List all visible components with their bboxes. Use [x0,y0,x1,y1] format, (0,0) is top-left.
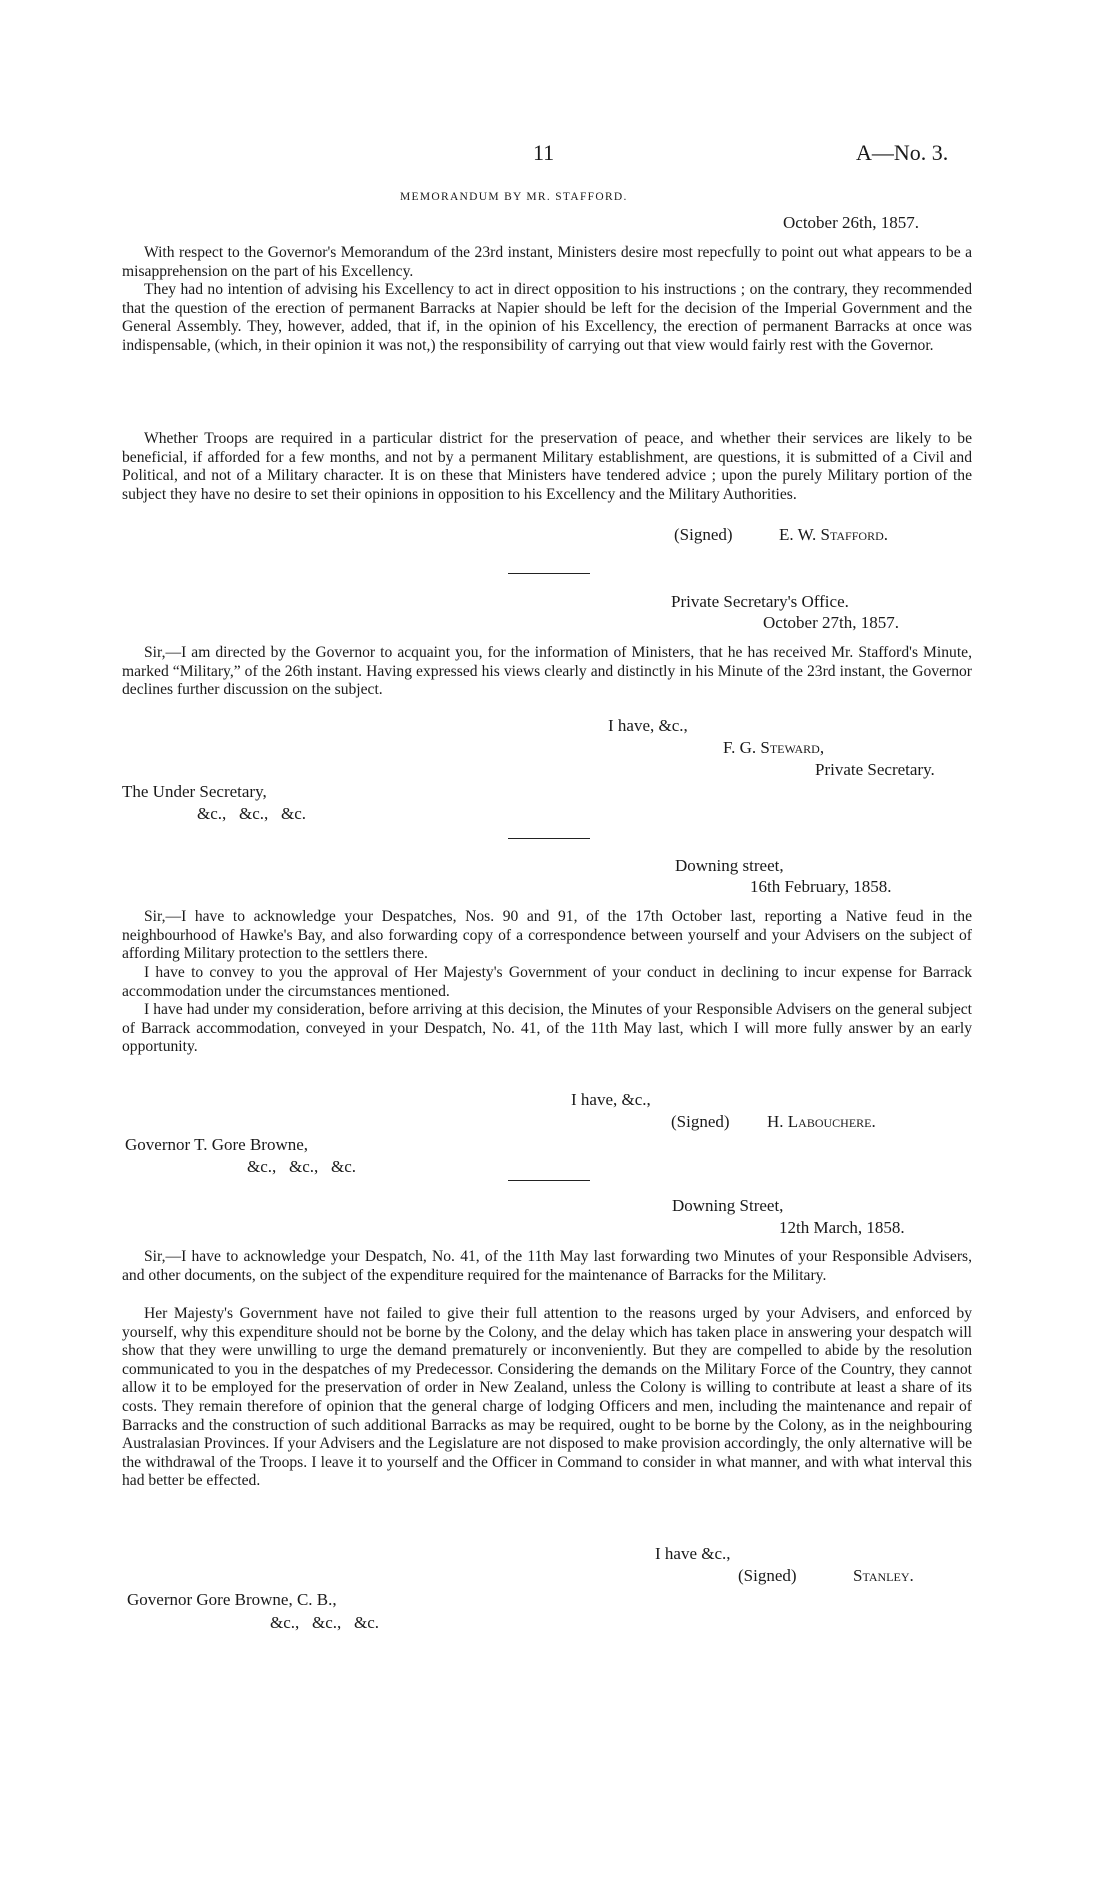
letter2-date: 16th February, 1858. [750,877,892,896]
letter1-body: Sir,—I am directed by the Governor to acquaint you, for the information of Ministers, that he has received Mr. Stafford's Minute, marked “Military,” of the 26th instant. Having expressed his views clearly and distinctly in his Minute of the 23rd instant, the Governor declines further discussion on the subject. [122,644,972,699]
letter3-closing: I have &c., [655,1544,731,1563]
letter3-paragraph: Sir,—I have to acknowledge your Despatch, No. 41, of the 11th May last forwarding two Minutes of your Responsible Advisers, and other documents, on the subject of the expenditure required for the maintenance of Barracks for the Military. [122,1248,972,1284]
letter1-signatory-title: Private Secretary. [815,760,935,779]
letter2-signed-label: (Signed) [671,1112,730,1131]
letter2-addressee: Governor T. Gore Browne, [125,1135,309,1154]
letter3-place: Downing Street, [672,1196,784,1215]
letter3-signed-label: (Signed) [738,1566,797,1585]
letter1-closing: I have, &c., [608,716,688,735]
letter1-addressee: The Under Secretary, [122,782,267,801]
letter3-paragraph: Her Majesty's Government have not failed to give their full attention to the reasons urged by your Advisers, and enforced by yourself, why this expenditure should not be borne by the Colony, and the delay which has taken place in answering your despatch will show that they were unwilling to urge the demand prematurely or inconveniently. But they are compelled to abide by the resolution communicated to you in the despatches of my Predecessor. Considering the demands on the Military Force of the Country, they cannot allow it to be employed for the preservation of order in New Zealand, unless the Colony is willing to contribute at least a share of its costs. They remain therefore of opinion that the general charge of lodging Officers and men, including the maintenance and repair of Barracks and the construction of such additional Barracks as may be required, ought to be borne by the Colony, as in the neighbouring Australasian Provinces. If your Advisers and the Legislature are not disposed to make provision accordingly, the only alternative will be the withdrawal of the Troops. I leave it to yourself and the Officer in Command to consider in what manner, and with what interval this had better be effected. [122,1305,972,1490]
letter2-paragraph: Sir,—I have to acknowledge your Despatches, Nos. 90 and 91, of the 17th October last, reporting a Native feud in the neighbourhood of Hawke's Bay, and also forwarding copy of a correspondence between yourself and your Advisers on the subject of affording Military protection to the settlers there. [122,908,972,963]
letter2-paragraph: I have had under my consideration, before arriving at this decision, the Minutes of your Responsible Advisers on the general subject of Barrack accommodation, conveyed in your Despatch, No. 41, of the 11th May last, which I will more fully answer by an early opportunity. [122,1001,972,1056]
letter3-date: 12th March, 1858. [779,1218,905,1237]
letter2-etc: &c., &c., &c. [247,1157,357,1176]
letter2-place: Downing street, [675,856,784,875]
letter3-signature: Stanley. [853,1566,914,1585]
letter1-etc: &c., &c., &c. [197,804,307,823]
letter3-etc: &c., &c., &c. [270,1613,380,1632]
section-divider [508,838,590,839]
letter2-signature: H. Labouchere. [767,1112,876,1131]
document-reference: A—No. 3. [856,140,949,165]
page-number: 11 [533,140,555,165]
memo-title: MEMORANDUM BY MR. STAFFORD. [400,191,628,203]
memo-date: October 26th, 1857. [783,213,919,232]
letter1-place: Private Secretary's Office. [671,592,849,611]
letter1-signature: F. G. Steward, [723,738,825,757]
memo-signature: E. W. Stafford. [779,525,888,544]
section-divider [508,573,590,574]
memo-paragraph: Whether Troops are required in a particular district for the preservation of peace, and whether their services are likely to be beneficial, if afforded for a few months, and not by a permanent Military establishment, are questions, it is submitted of a Civil and Political, and not of a Military character. It is on these that Ministers have tendered advice ; upon the purely Military portion of the subject they have no desire to set their opinions in opposition to his Excellency and the Military Authorities. [122,430,972,503]
section-divider [508,1180,590,1181]
letter1-date: October 27th, 1857. [763,613,899,632]
memo-paragraph: They had no intention of advising his Excellency to act in direct opposition to his instructions ; on the contrary, they recommended that the question of the erection of permanent Barracks at Napier should be left for the decision of the Imperial Government and the General Assembly. They, however, added, that if, in the opinion of his Excellency, the erection of permanent Barracks at once was indispensable, (which, in their opinion it was not,) the responsibility of carrying out that view would fairly rest with the Governor. [122,281,972,354]
memo-signed-label: (Signed) [674,525,733,544]
letter3-addressee: Governor Gore Browne, C. B., [127,1590,337,1609]
memo-paragraph: With respect to the Governor's Memorandum of the 23rd instant, Ministers desire most repecfully to point out what appears to be a misapprehension on the part of his Excellency. [122,244,972,280]
letter2-paragraph: I have to convey to you the approval of Her Majesty's Government of your conduct in declining to incur expense for Barrack accommodation under the circumstances mentioned. [122,964,972,1000]
letter2-closing: I have, &c., [571,1090,651,1109]
